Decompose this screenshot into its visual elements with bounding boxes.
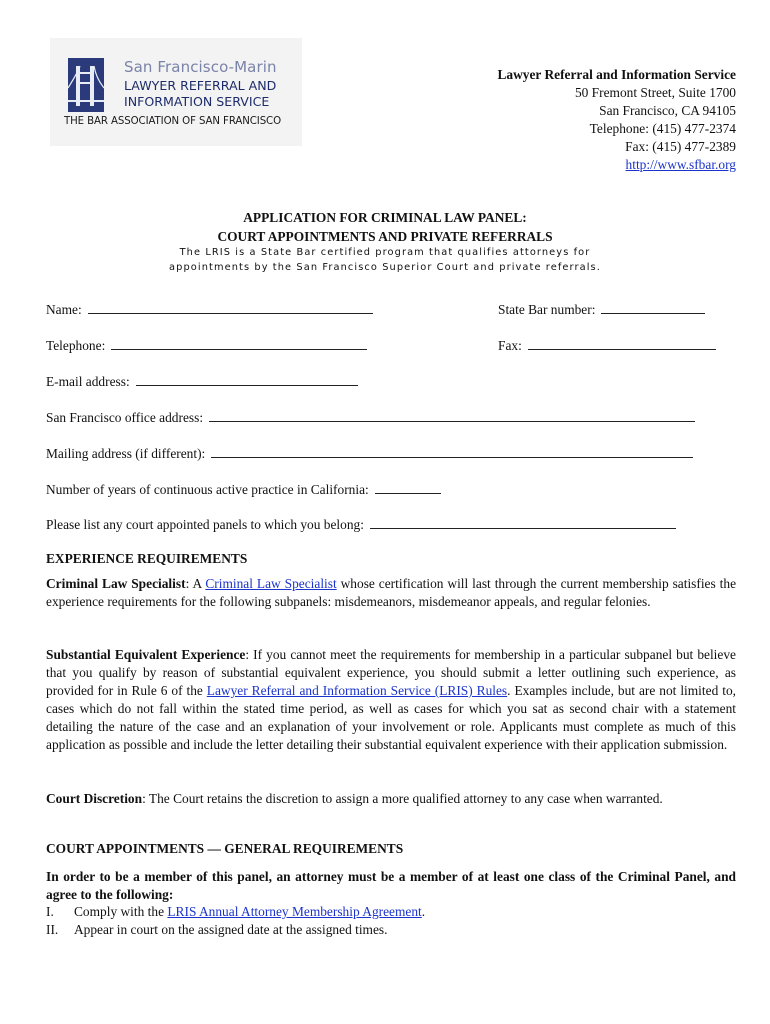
requirements-list <box>46 903 736 938</box>
telephone-label: Telephone: <box>46 338 106 353</box>
telephone-row <box>46 338 367 354</box>
fax-row <box>498 338 716 354</box>
cls-pre-text: : A <box>185 576 206 591</box>
subtitle-line-2: appointments by the San Francisco Superior Court and private referrals. <box>169 262 601 273</box>
see-text-1: : If you cannot meet the requirements for membership in a particular subpanel but believe that you qualify by reason of substantial equivalent experience, you should submit a letter outlining such experience, as provided for in Rule 6 of the <box>46 647 736 698</box>
see-text-2: . Examples include, but are not limited to, cases which do not fall within the stated time period, as well as cases for which you sat as second chair with a statement detailing the nature of the case and an explanation of your involvement or role. Applicants must complete as much of this application as possible and include the letter detailing their substantial equivalent experience with their application submission. <box>46 683 736 752</box>
lris-logo <box>50 38 302 146</box>
mailing-label: Mailing address (if different): <box>46 446 206 461</box>
cls-label: Criminal Law Specialist <box>46 576 186 591</box>
cls-text: whose certification will last through the current membership satisfies the experience requirements for the following subpanels: misdemeanors, misdemeanor appeals, and regular felonies. <box>46 576 737 609</box>
form-subtitle <box>0 245 770 275</box>
court-discretion-paragraph <box>46 790 736 808</box>
item-text: Appear in court on the assigned date at the assigned times. <box>74 921 388 937</box>
see-paragraph <box>46 646 736 754</box>
logo-line-4: THE BAR ASSOCIATION OF SAN FRANCISCO <box>64 116 281 127</box>
panels-field[interactable] <box>370 517 676 529</box>
item-text: Comply with the <box>74 904 168 919</box>
subtitle-line-1: The LRIS is a State Bar certified program that qualifies attorneys for <box>179 247 591 258</box>
form-title <box>0 208 770 246</box>
state-bar-field[interactable] <box>601 302 705 314</box>
website-link[interactable]: http://www.sfbar.org <box>625 157 736 172</box>
court-intro: In order to be a member of this panel, an attorney must be a member of at least one class of the Criminal Panel, and agree to the following: <box>46 869 736 902</box>
state-bar-row <box>498 302 705 318</box>
logo-line-1: San Francisco-Marin <box>124 58 277 76</box>
item-number: I. <box>46 904 54 919</box>
telephone-field[interactable] <box>111 338 367 350</box>
cls-paragraph <box>46 575 736 611</box>
court-heading: COURT APPOINTMENTS — GENERAL REQUIREMENTS <box>46 841 404 856</box>
name-row <box>46 302 373 318</box>
logo-line-3: INFORMATION SERVICE <box>124 94 270 109</box>
fax-field[interactable] <box>528 338 716 350</box>
list-item <box>46 921 736 939</box>
mailing-field[interactable] <box>211 446 693 458</box>
golden-gate-bridge-icon <box>68 58 104 112</box>
see-label: Substantial Equivalent Experience <box>46 647 246 662</box>
sf-office-field[interactable] <box>209 410 695 422</box>
panels-row <box>46 517 676 533</box>
years-label: Number of years of continuous active practice in California: <box>46 482 369 497</box>
name-label: Name: <box>46 302 82 317</box>
item-number: II. <box>46 921 59 937</box>
fax-number: Fax: (415) 477-2389 <box>625 139 736 154</box>
cd-text: : The Court retains the discretion to assign a more qualified attorney to any case when warranted. <box>142 791 663 806</box>
sf-office-row <box>46 410 695 426</box>
years-field[interactable] <box>375 482 441 494</box>
sf-office-label: San Francisco office address: <box>46 410 204 425</box>
lris-rules-link[interactable]: Lawyer Referral and Information Service (LRIS) Rules <box>206 683 508 698</box>
panels-label: Please list any court appointed panels to which you belong: <box>46 517 364 532</box>
name-field[interactable] <box>88 302 373 314</box>
title-line-2: COURT APPOINTMENTS AND PRIVATE REFERRALS <box>217 229 553 244</box>
list-item <box>46 903 736 921</box>
org-name: Lawyer Referral and Information Service <box>497 67 736 82</box>
email-row <box>46 374 358 390</box>
telephone-number: Telephone: (415) 477-2374 <box>589 121 736 136</box>
email-field[interactable] <box>136 374 358 386</box>
cd-label: Court Discretion <box>46 791 143 806</box>
item-text-end: . <box>421 904 426 919</box>
cls-link[interactable]: Criminal Law Specialist <box>205 576 337 591</box>
title-line-1: APPLICATION FOR CRIMINAL LAW PANEL: <box>243 210 527 225</box>
street-address: 50 Fremont Street, Suite 1700 <box>574 85 736 100</box>
years-row <box>46 482 441 498</box>
logo-line-2: LAWYER REFERRAL AND <box>124 78 277 93</box>
fax-label: Fax: <box>498 338 522 353</box>
state-bar-label: State Bar number: <box>498 302 596 317</box>
city-address: San Francisco, CA 94105 <box>599 103 736 118</box>
experience-heading: EXPERIENCE REQUIREMENTS <box>46 551 248 566</box>
mailing-row <box>46 446 693 462</box>
email-label: E-mail address: <box>46 374 130 389</box>
address-block <box>497 66 736 174</box>
membership-agreement-link[interactable]: LRIS Annual Attorney Membership Agreement <box>167 904 422 919</box>
